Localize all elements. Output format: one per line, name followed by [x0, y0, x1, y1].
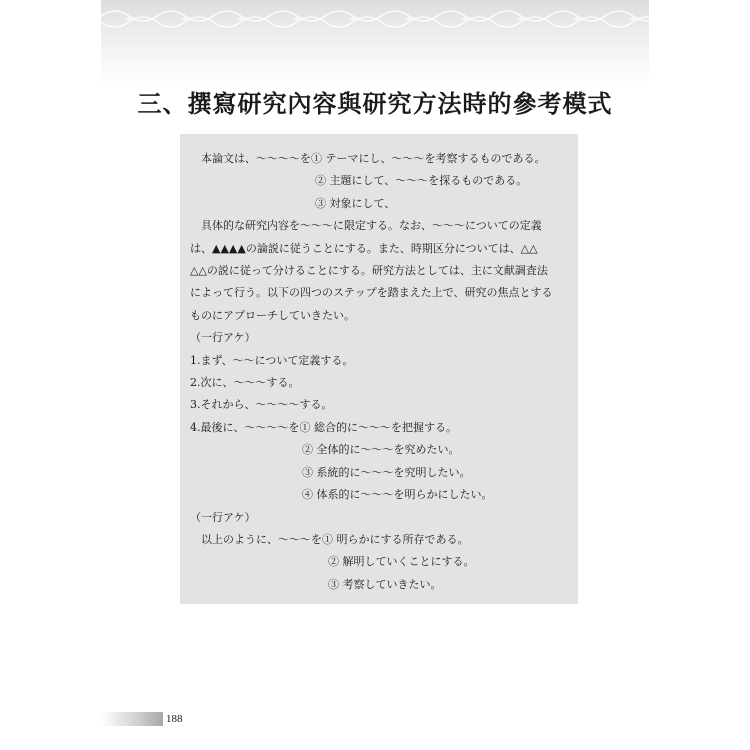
text-line: ② 主題にして、～～～を探るものである。	[315, 174, 528, 188]
text-line: （一行アケ）	[190, 331, 256, 345]
text-line: ② 全体的に～～～を究めたい。	[302, 443, 460, 457]
text-line: ④ 体系的に～～～を明らかにしたい。	[302, 488, 493, 502]
text-line: 1.まず、～～について定義する。	[190, 353, 354, 367]
text-line: ② 解明していくことにする。	[328, 555, 475, 569]
text-line: 3.それから、～～～～する。	[190, 398, 333, 412]
text-line: 4.最後に、～～～～を① 総合的に～～～を把握する。	[190, 420, 457, 434]
page-number: 188	[166, 713, 183, 725]
text-line: ③ 対象にして、	[315, 196, 396, 210]
text-line: によって行う。以下の四つのステップを踏まえた上で、研究の焦点とする	[190, 286, 553, 300]
text-line: 以上のように、～～～を① 明らかにする所存である。	[201, 532, 469, 546]
text-line: ③ 系統的に～～～を究明したい。	[302, 465, 471, 479]
text-line: ③ 考察していきたい。	[328, 577, 442, 591]
lace-pattern-icon	[101, 4, 649, 34]
text-line: 具体的な研究内容を～～～に限定する。なお、～～～についての定義	[201, 219, 542, 233]
template-text-box	[180, 134, 578, 604]
text-line: 2.次に、～～～する。	[190, 376, 300, 390]
text-line: ものにアプローチしていきたい。	[190, 308, 355, 322]
document-page	[101, 0, 649, 750]
page-title: 三、撰寫研究內容與研究方法時的參考模式	[137, 89, 613, 118]
text-line: 本論文は、～～～～を① テーマにし、～～～を考察するものである。	[201, 152, 546, 165]
text-line: △△の説に従って分けることにする。研究方法としては、主に文献調査法	[190, 264, 548, 278]
footer-gradient-bar	[101, 712, 163, 726]
text-line: は、▲▲▲▲の論説に従うことにする。また、時期区分については、△△	[190, 241, 538, 255]
decorative-header-band	[101, 0, 649, 86]
text-line: （一行アケ）	[190, 510, 256, 524]
